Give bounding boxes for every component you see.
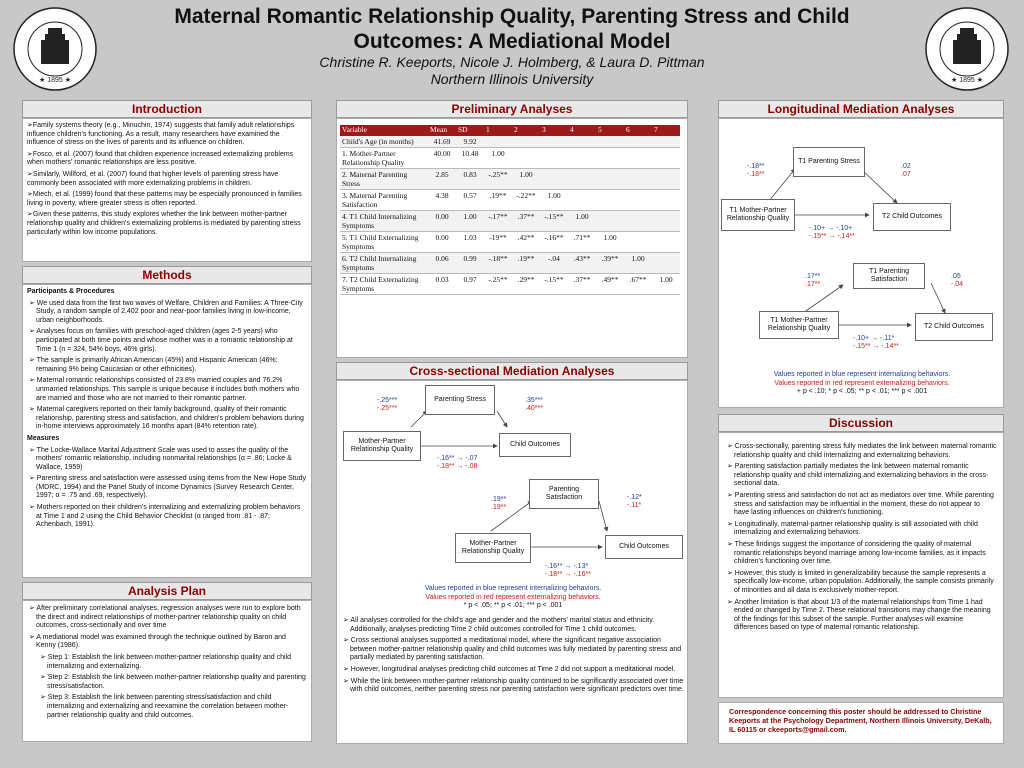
cross-result-bullet: ➢ Cross sectional analyses supported a meditational model, where the significant negative association between mother-partner relationship quality and child outcomes was fully mediated by parenting stress and partially mediated by parenting satisfaction. (343, 637, 682, 662)
table-cell: .42** (512, 232, 540, 253)
discussion-bullet: ➢ Cross-sectionally, parenting stress fully mediates the link between maternal romantic relationship quality and child internalizing and externalizing behaviors. (727, 443, 997, 459)
table-cell (624, 232, 652, 253)
poster-university: Northern Illinois University (430, 71, 594, 87)
table-cell: .49** (596, 274, 624, 295)
table-cell (624, 211, 652, 232)
longi-m1-a-external: -.18** (747, 171, 765, 178)
longi-legend-red: Values reported in red represent externalizing behaviors. (774, 379, 950, 387)
svg-text:★ 1895 ★: ★ 1895 ★ (950, 77, 984, 84)
table-row (340, 274, 680, 295)
poster-title: Maternal Romantic Relationship Quality, Parenting Stress and Child Outcomes: A Mediational Model (174, 5, 850, 53)
table-cell (512, 136, 540, 148)
table-cell: .29** (512, 274, 540, 295)
table-cell: .19** (484, 190, 512, 211)
table-row (340, 136, 680, 148)
university-seal-right (924, 6, 1010, 92)
cross-m2-a-external: .19** (491, 504, 507, 511)
longi-m2-b-external: -.04 (951, 281, 964, 288)
table-cell: 2. Maternal Parenting Stress (340, 169, 428, 190)
discussion-panel (718, 432, 1004, 698)
cross-sectional-panel (336, 380, 688, 744)
cross-m2-outcome-box: Child Outcomes (605, 535, 683, 559)
table-cell: 1.00 (596, 232, 624, 253)
analysis-bullet: ➢ After preliminary correlational analyses, regression analyses were run to explore both the direct and indirect relationships of mother-partner relationship quality on child outcomes, cross-sectionally and over time (29, 605, 301, 630)
poster-header (110, 4, 914, 88)
table-cell (596, 148, 624, 169)
table-cell: 5. T1 Child Externalizing Symptoms (340, 232, 428, 253)
longi-legend-blue: Values reported in blue represent internalizing behaviors. (773, 371, 951, 378)
table-cell: -.17** (484, 211, 512, 232)
cross-m1-b-external: .40*** (525, 405, 543, 412)
table-cell: .37** (512, 211, 540, 232)
discussion-bullet: ➢ These findings suggest the importance of considering the quality of maternal romantic relationships beyond marriage among low-income families, as it impacts children's functioning over time. (727, 540, 986, 566)
table-cell: 1.00 (624, 253, 652, 274)
table-cell (596, 136, 624, 148)
cross-sectional-heading: Cross-sectional Mediation Analyses (336, 362, 688, 380)
methods-bullet: ➢ Maternal caregivers reported on their family background, quality of their romantic relationship, parenting stress and satisfaction, and children's problem behaviors during in-home interviews approximately 16 months apart (84% retention rate). (29, 406, 304, 431)
participants-subheading: Participants & Procedures (27, 288, 115, 295)
longi-m2-mediator-box: T1 Parenting Satisfaction (853, 263, 925, 289)
cross-m2-a-internal: .19** (491, 496, 507, 503)
table-row (340, 232, 680, 253)
table-cell: 0.57 (456, 190, 484, 211)
cross-m1-c-external: -.18** → -.08 (437, 463, 478, 470)
table-header-cell: 6 (624, 125, 652, 136)
longi-legend-significance: + p < .10; * p < .05; ** p < .01; *** p < .001 (796, 388, 928, 395)
table-cell: 1.03 (456, 232, 484, 253)
table-cell: Child's Age (in months) (340, 136, 428, 148)
table-header-cell: 2 (512, 125, 540, 136)
table-cell (540, 169, 568, 190)
methods-panel (22, 284, 312, 578)
table-cell (596, 211, 624, 232)
table-cell: .39** (596, 253, 624, 274)
cross-m2-mediator-box: Parenting Satisfaction (529, 479, 599, 509)
longi-m1-c-external: -.15** → -.14** (809, 233, 855, 240)
measures-subheading: Measures (27, 434, 60, 442)
longi-m2-c-internal: -.10+ → -.11* (853, 335, 895, 342)
table-cell: 0.06 (428, 253, 456, 274)
cross-m1-c-internal: -.16** → -.07 (437, 455, 478, 462)
table-cell: -.25** (484, 274, 512, 295)
table-cell: .43** (568, 253, 596, 274)
discussion-bullet: ➢ Parenting satisfaction partially mediates the link between maternal romantic relationship quality and child internalizing and externalizing behaviors in the cross-sectional data. (727, 463, 989, 488)
table-cell: 4.38 (428, 190, 456, 211)
methods-heading: Methods (22, 266, 312, 284)
correlation-table (340, 125, 680, 295)
table-cell: 0.03 (428, 274, 456, 295)
discussion-bullet: ➢ However, this study is limited in generalizability because the sample represents a specifically low-income, urban population. Additionally, the sample consists primarily of minorities and all data is exclusively mother-report. (727, 569, 994, 594)
table-cell (624, 190, 652, 211)
table-cell: 0.83 (456, 169, 484, 190)
table-header-cell: Variable (340, 125, 428, 136)
table-cell: .71** (568, 232, 596, 253)
measures-bullet: ➢ The Locke-Wallace Marital Adjustment Scale was used to asses the quality of the mothers' romantic relationship, including nonmarital relationships (α = .86; Locke & Wallace, 1959) (29, 446, 292, 471)
table-header-cell: 1 (484, 125, 512, 136)
table-cell: 3. Maternal Parenting Satisfaction (340, 190, 428, 211)
introduction-panel (22, 118, 312, 262)
longitudinal-heading: Longitudinal Mediation Analyses (718, 100, 1004, 118)
discussion-heading: Discussion (718, 414, 1004, 432)
longi-m1-predictor-box: T1 Mother-Partner Relationship Quality (721, 199, 795, 231)
table-cell: 0.97 (456, 274, 484, 295)
cross-result-bullet: ➢ All analyses controlled for the child's age and gender and the mothers' marital status and ethnicity. Additionally, analyses predicting Time 2 child outcomes controlled for Time 1 child outcomes. (343, 617, 655, 633)
longi-m2-c-external: -.15** → -.14** (853, 343, 899, 350)
table-header-cell: 7 (652, 125, 680, 136)
longi-m1-outcome-box: T2 Child Outcomes (873, 203, 951, 231)
intro-paragraph: ➢Fosco, et al. (2007) found that children experience increased externalizing problems when mothers' romantic relationships are less positive. (27, 150, 294, 167)
table-cell: -19** (484, 232, 512, 253)
intro-paragraph: ➢Given these patterns, this study explores whether the link between mother-partner relationship quality and children's externalizing problems is mediated by parenting stress particularly within low income populations. (27, 211, 301, 236)
longi-m2-a-external: .17** (805, 281, 821, 288)
table-cell (652, 211, 680, 232)
intro-paragraph: ➢Family systems theory (e.g., Minuchin, 1974) suggests that family adult relationships influence children's functioning. As a result, many researchers have examined the influence of stress on the lives of parents and its influence on children. (27, 122, 295, 147)
table-header-cell: 4 (568, 125, 596, 136)
table-cell: .37** (568, 274, 596, 295)
correspondence-note: Correspondence concerning this poster should be addressed to Christine Keeports at the Psychology Department, Northern Illinois University, DeKalb, IL 60115 or ckeeports@gmail.com. (718, 702, 1004, 744)
cross-legend-red: Values reported in red represent externalizing behaviors. (425, 593, 601, 601)
analysis-plan-panel (22, 600, 312, 742)
table-cell (596, 169, 624, 190)
longi-m1-mediator-box: T1 Parenting Stress (793, 147, 865, 177)
methods-bullet: ➢ Maternal romantic relationships consisted of 23.8% married couples and 76.2% unmarried relationships. This sample is unique because it includes both mothers who are married and those who are not married to their romantic partner. (29, 377, 300, 402)
cross-result-bullet: ➢ However, longitudinal analyses predicting child outcomes at Time 2 did not support a meditational model. (343, 665, 676, 673)
table-cell (652, 169, 680, 190)
table-cell: -.25** (484, 169, 512, 190)
analysis-step: ➢ Step 3: Establish the link between parenting stress/satisfaction and child internalizing and externalizing and reexamine the correlation between mother-partner relationship quality and child outcomes. (40, 694, 289, 719)
table-cell (540, 136, 568, 148)
table-cell: 2.85 (428, 169, 456, 190)
table-cell: -.16** (540, 232, 568, 253)
table-cell (568, 136, 596, 148)
analysis-plan-heading: Analysis Plan (22, 582, 312, 600)
table-cell (624, 136, 652, 148)
cross-m2-predictor-box: Mother-Partner Relationship Quality (455, 533, 531, 563)
table-cell: 1. Mother-Partner Relationship Quality (340, 148, 428, 169)
table-cell: 4. T1 Child Internalizing Symptoms (340, 211, 428, 232)
intro-paragraph: ➢Miech, et al. (1999) found that these patterns may be especially pronounced in families living in poverty, where greater stress is often reported. (27, 191, 302, 207)
table-cell: 0.00 (428, 232, 456, 253)
table-row (340, 169, 680, 190)
table-cell (652, 148, 680, 169)
table-cell (568, 169, 596, 190)
cross-legend (337, 585, 689, 611)
table-cell (652, 190, 680, 211)
intro-paragraph: ➢Similarly, Willford, et al. (2007) found that higher levels of parenting stress have commonly been associated with more externalizing problems in children. (27, 170, 279, 187)
table-cell: -.22** (512, 190, 540, 211)
preliminary-analyses-heading: Preliminary Analyses (336, 100, 688, 118)
table-cell: 1.00 (484, 148, 512, 169)
table-cell (652, 253, 680, 274)
cross-m1-b-internal: .35*** (525, 397, 543, 404)
table-cell: -.15** (540, 274, 568, 295)
svg-text:★ 1895 ★: ★ 1895 ★ (38, 77, 72, 84)
table-cell (568, 190, 596, 211)
table-cell: 9.92 (456, 136, 484, 148)
longi-m2-outcome-box: T2 Child Outcomes (915, 313, 993, 341)
methods-bullet: ➢ Analyses focus on families with preschool-aged children (ages 2-5 years) who participated at both time points and whose mother was in a romantic relationship at Time 1 (n = 324, 54% boys, 46% girls). (29, 328, 293, 353)
table-cell: 0.00 (428, 211, 456, 232)
table-cell (624, 148, 652, 169)
cross-m2-c-external: -.18** → -.16** (545, 571, 591, 578)
table-cell (512, 148, 540, 169)
methods-bullet: ➢ We used data from the first two waves of Welfare, Children and Families: A Three-City Study, a random sample of 2,402 poor and near-poor families living in low-income, urban neighborhoods. (29, 299, 303, 324)
longi-m1-b-internal: .02 (901, 163, 911, 170)
table-row (340, 253, 680, 274)
cross-m2-b-external: -.11* (627, 502, 642, 509)
table-cell: 6. T2 Child Internalizing Symptoms (340, 253, 428, 274)
longi-legend (719, 371, 1005, 397)
table-cell: 40.00 (428, 148, 456, 169)
table-cell: 1.00 (540, 190, 568, 211)
cross-m1-predictor-box: Mother-Partner Relationship Quality (343, 431, 421, 461)
longi-m2-b-internal: .05 (951, 273, 961, 280)
cross-m1-a-external: -.25*** (377, 405, 398, 412)
longi-m1-a-internal: -.18** (747, 163, 765, 170)
table-cell (652, 136, 680, 148)
table-cell (652, 232, 680, 253)
table-cell: -.18** (484, 253, 512, 274)
discussion-bullet: ➢ Longitudinally, maternal-partner relationship quality is still associated with child internalizing and externalizing behaviors. (727, 520, 978, 537)
cross-m2-b-internal: -.12* (627, 494, 642, 501)
measures-bullet: ➢ Parenting stress and satisfaction were assessed using items from the New Hope Study (MDRC, 1994) and the Panel Study of Income Dynamics (Survey Research Center, 1997; α = .75 and .69, respectively). (29, 475, 307, 500)
cross-results-list (341, 617, 685, 698)
cross-m1-mediator-box: Parenting Stress (425, 385, 495, 415)
longitudinal-panel (718, 118, 1004, 408)
table-cell: 7. T2 Child Externalizing Symptoms (340, 274, 428, 295)
table-row (340, 148, 680, 169)
methods-bullet: ➢ The sample is primarily African American (45%) and Hispanic American (46%; remaining 9% being Caucasian or other ethnicities). (29, 357, 278, 373)
table-header-cell: 5 (596, 125, 624, 136)
longi-m1-c-internal: -.10+ → -.10+ (809, 225, 853, 232)
table-header-cell: Mean (428, 125, 456, 136)
table-cell (596, 190, 624, 211)
analysis-step: ➢ Step 1: Establish the link between mother-partner relationship quality and child internalizing and externalizing. (40, 653, 292, 670)
longi-m1-b-external: .07 (901, 171, 911, 178)
measures-bullet: ➢ Mothers reported on their children's internalizing and externalizing problem behaviors at Time 1 and 2 using the Child Behavior Checklist (α ranged from .81 - .87; Achenbach, 1991). (29, 504, 301, 529)
cross-legend-significance: * p < .05; ** p < .01; *** p < .001 (463, 602, 563, 609)
table-cell (484, 136, 512, 148)
preliminary-analyses-panel (336, 118, 688, 358)
table-cell (568, 148, 596, 169)
table-row (340, 190, 680, 211)
longi-m2-a-internal: .17** (805, 273, 821, 280)
cross-m1-outcome-box: Child Outcomes (499, 433, 571, 457)
table-cell: 1.00 (652, 274, 680, 295)
table-cell: -.15** (540, 211, 568, 232)
poster-authors: Christine R. Keeports, Nicole J. Holmberg, & Laura D. Pittman (319, 54, 705, 70)
discussion-bullet: ➢ Another limitation is that about 1/3 of the maternal relationships from Time 1 had ended or changed by Time 2. These relational transitions may change the meaning of the findings for this subset of the sample. Further analyses will examine differences based on type of maternal romantic relationship. (727, 598, 991, 632)
table-cell: .19** (512, 253, 540, 274)
table-cell: .67** (624, 274, 652, 295)
cross-result-bullet: ➢ While the link between mother-partner relationship quality continued to be significantly associated over time with child outcomes, neither parenting stress nor parenting satisfaction were significant predictors over time. (343, 677, 684, 694)
cross-legend-blue: Values reported in blue represent internalizing behaviors. (424, 585, 602, 592)
table-cell (540, 148, 568, 169)
analysis-step: ➢ Step 2: Establish the link between mother-partner relationship quality and parenting stress/satisfaction. (40, 674, 306, 690)
table-cell: 10.48 (456, 148, 484, 169)
table-header-cell: SD (456, 125, 484, 136)
cross-m2-c-internal: -.16** → -.13* (545, 563, 589, 570)
cross-m1-a-internal: -.25*** (377, 397, 398, 404)
table-cell: 1.00 (456, 211, 484, 232)
analysis-bullet: ➢ A mediational model was examined through the technique outlined by Baron and Kenny (1986). (29, 633, 286, 650)
table-header-cell: 3 (540, 125, 568, 136)
table-cell: 41.69 (428, 136, 456, 148)
table-cell (624, 169, 652, 190)
table-cell: 0.99 (456, 253, 484, 274)
discussion-bullet: ➢ Parenting stress and satisfaction do not act as mediators over time. While parenting stress and satisfaction may be influential in the moment, these do not appear to have lasting influences on children's functioning. (727, 491, 994, 517)
longi-m2-predictor-box: T1 Mother-Partner Relationship Quality (759, 311, 839, 339)
table-row (340, 211, 680, 232)
table-cell: 1.00 (568, 211, 596, 232)
table-cell: -.04 (540, 253, 568, 274)
introduction-heading: Introduction (22, 100, 312, 118)
table-cell: 1.00 (512, 169, 540, 190)
university-seal-left (12, 6, 98, 92)
